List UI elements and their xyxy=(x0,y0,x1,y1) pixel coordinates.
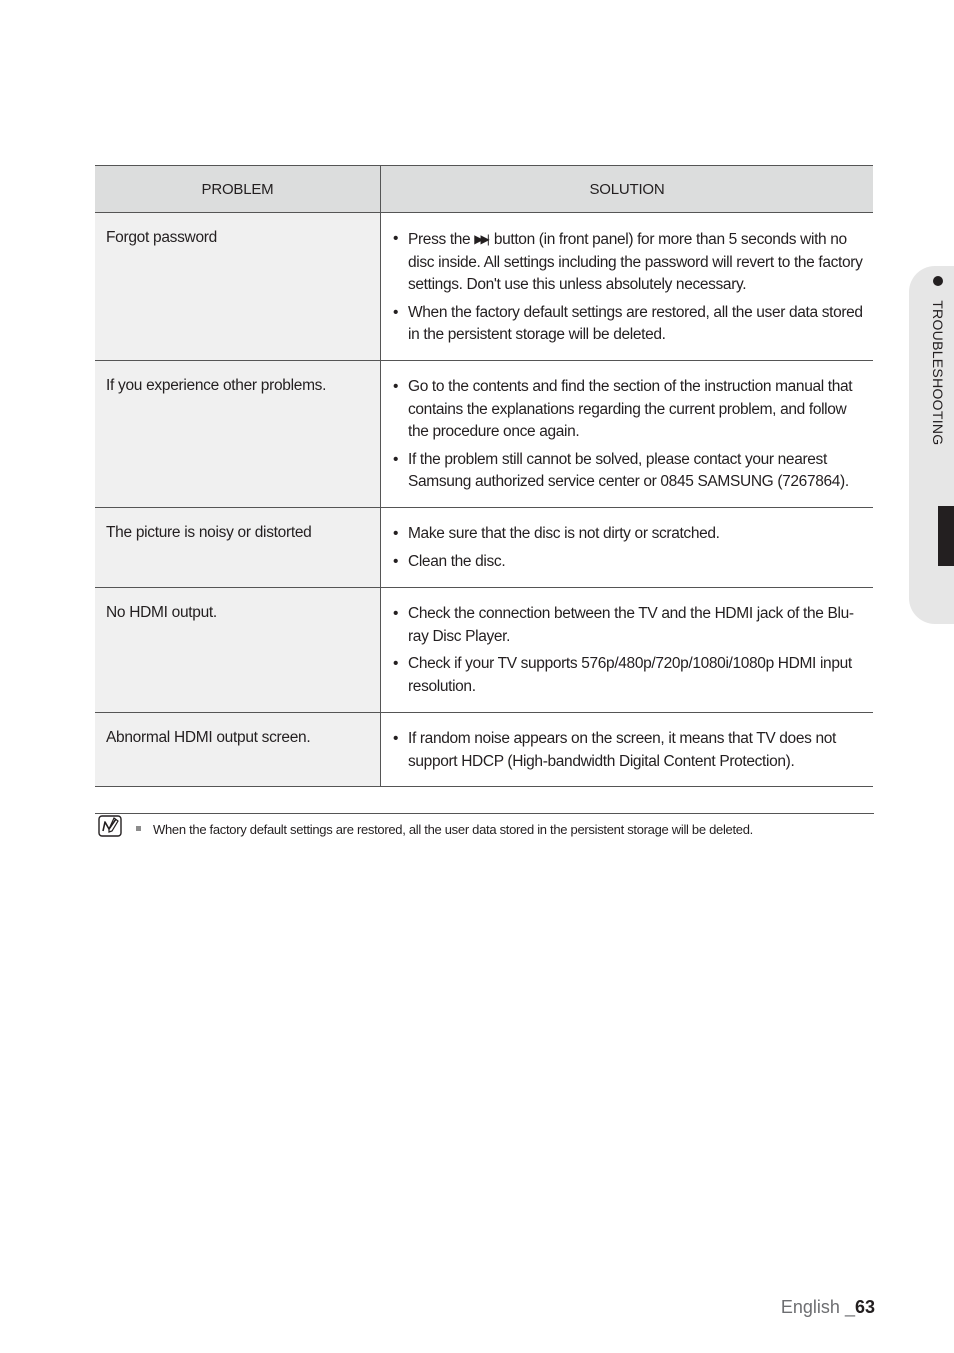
note-pencil-icon xyxy=(98,815,122,837)
solution-text: Clean the disc. xyxy=(408,552,506,570)
problem-cell: Abnormal HDMI output screen. xyxy=(95,713,381,786)
table-row xyxy=(95,213,873,361)
table-row xyxy=(95,508,873,588)
header-problem: PROBLEM xyxy=(95,166,381,212)
solution-text: When the factory default settings are restored, all the user data stored in the persistent storage will be deleted. xyxy=(408,303,863,343)
bullet-icon: • xyxy=(393,605,399,622)
table-row xyxy=(95,713,873,787)
bullet-icon: • xyxy=(393,378,399,395)
solution-text: Check the connection between the TV and the HDMI jack of the Blu-ray Disc Player. xyxy=(408,605,854,645)
note-bullet-icon xyxy=(136,826,141,831)
solution-text: If the problem still cannot be solved, please contact your nearest Samsung authorized service center or 0845 SAMSUNG (7267864). xyxy=(408,450,849,490)
bullet-icon: • xyxy=(393,730,399,747)
solution-item xyxy=(393,728,865,773)
problem-cell: Forgot password xyxy=(95,213,381,360)
fast-forward-skip-icon: ▶▶| xyxy=(474,232,487,246)
solution-item xyxy=(393,523,865,546)
table-row xyxy=(95,588,873,713)
solution-text-pre: Press the xyxy=(408,231,471,248)
header-solution: SOLUTION xyxy=(589,180,665,198)
bullet-icon: • xyxy=(393,525,399,542)
bullet-icon: • xyxy=(393,552,399,570)
problem-cell: The picture is noisy or distorted xyxy=(95,508,381,587)
solution-item xyxy=(393,603,865,648)
problem-cell: If you experience other problems. xyxy=(95,361,381,507)
solution-text: Make sure that the disc is not dirty or scratched. xyxy=(408,525,720,542)
footer-language: English _ xyxy=(780,1297,855,1317)
side-tab-marker xyxy=(938,506,954,566)
bullet-icon xyxy=(933,276,943,286)
solution-cell xyxy=(381,588,873,712)
page-footer xyxy=(781,1297,875,1318)
solution-item xyxy=(393,302,865,347)
solution-text: If random noise appears on the screen, it means that TV does not support HDCP (High-bandwidth Digital Content Protection). xyxy=(408,730,836,770)
solution-item xyxy=(393,653,865,698)
bullet-icon: • xyxy=(393,303,399,321)
page-number: 63 xyxy=(854,1297,875,1317)
solution-cell xyxy=(381,713,873,786)
solution-item xyxy=(393,376,865,444)
bullet-icon: • xyxy=(393,450,399,468)
table-row xyxy=(95,361,873,508)
solution-cell xyxy=(381,361,873,507)
problem-cell: No HDMI output. xyxy=(95,588,381,712)
side-tab-label xyxy=(930,276,946,446)
table-header-row xyxy=(95,166,873,213)
solution-text: Check if your TV supports 576p/480p/720p/1080i/1080p HDMI input resolution. xyxy=(408,655,852,695)
solution-item xyxy=(393,551,865,574)
solution-item xyxy=(393,228,865,297)
troubleshooting-table xyxy=(95,165,873,787)
solution-text-post: button (in front panel) for more than 5 seconds with no disc inside. All settings including the password will revert to the factory settings. Don't use this unless absolutely necessary. xyxy=(408,231,863,293)
bullet-icon: • xyxy=(393,655,399,672)
solution-cell xyxy=(381,213,873,360)
solution-text: Go to the contents and find the section of the instruction manual that contains the explanations regarding the current problem, and follow the procedure once again. xyxy=(408,378,853,440)
solution-cell xyxy=(381,508,873,587)
note-divider xyxy=(95,813,874,814)
bullet-icon: • xyxy=(393,230,399,247)
note-text: When the factory default settings are restored, all the user data stored in the persistent storage will be deleted. xyxy=(153,822,753,837)
solution-item xyxy=(393,449,865,494)
side-tab-text: TROUBLESHOOTING xyxy=(930,300,946,446)
